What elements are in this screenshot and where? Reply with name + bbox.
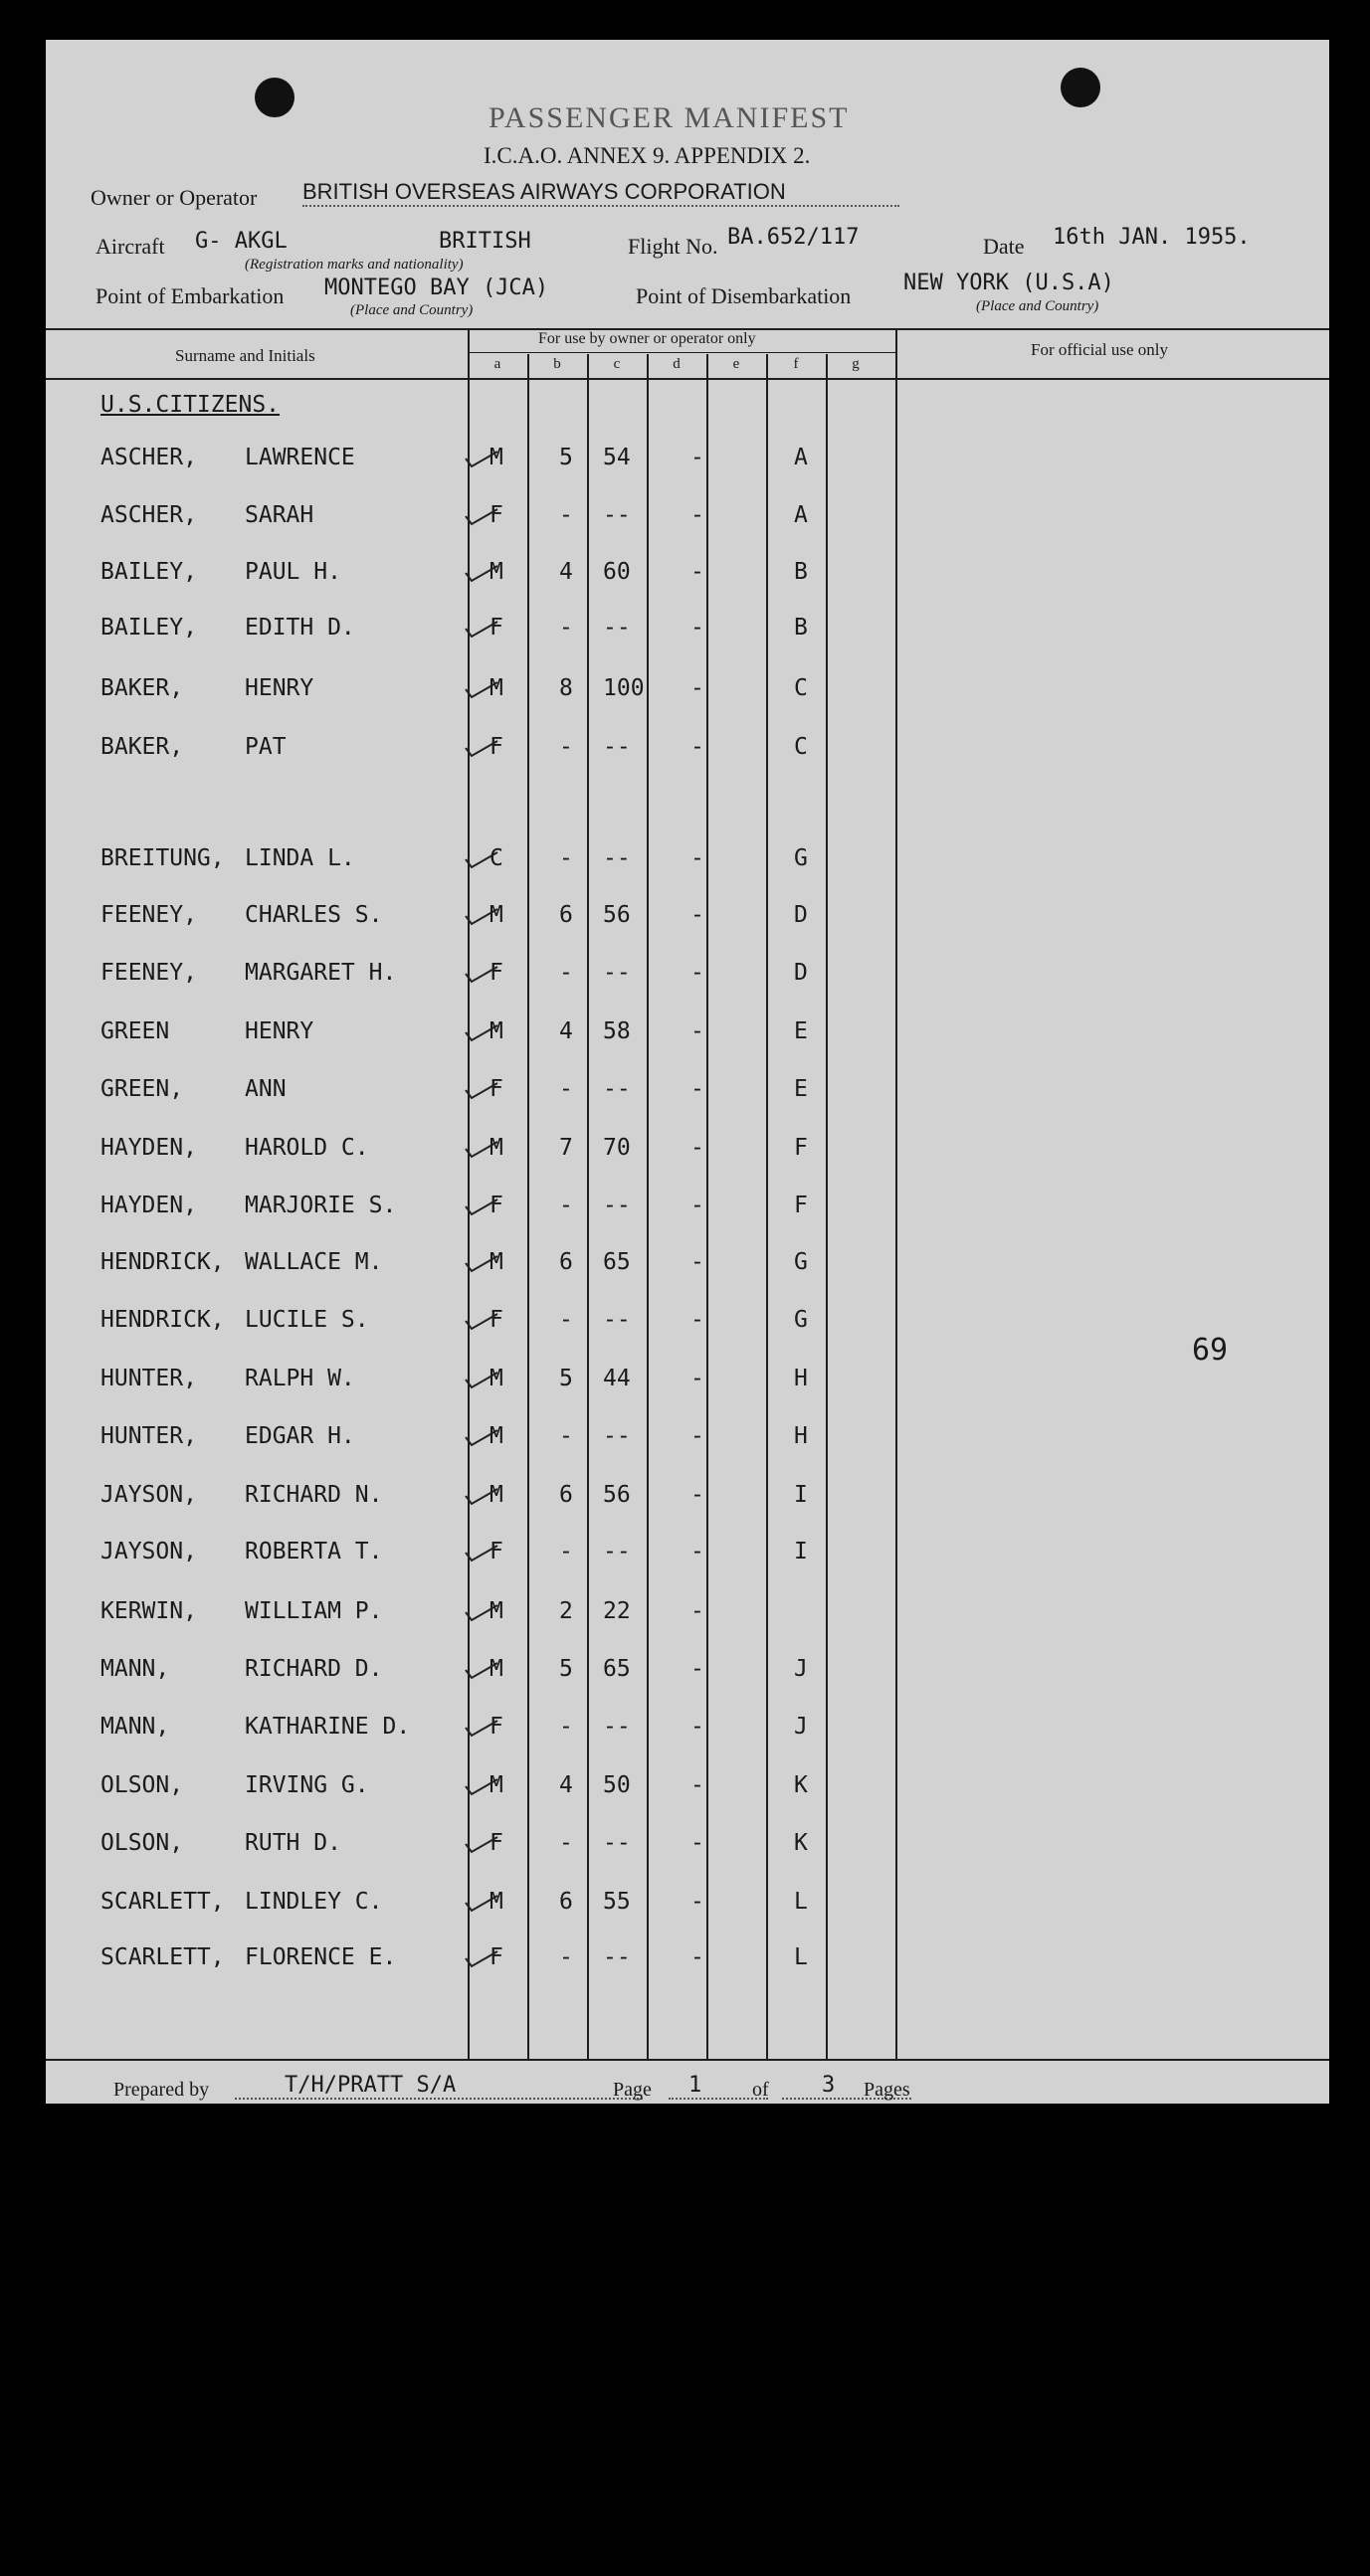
- cell-b: -: [559, 1193, 573, 1218]
- cell-a: F: [489, 1193, 503, 1218]
- table-row: [46, 1135, 1329, 1171]
- cell-given: ROBERTA T.: [245, 1539, 383, 1564]
- cell-b: -: [559, 1307, 573, 1333]
- official-note: 69: [1192, 1333, 1229, 1368]
- cell-f: A: [794, 502, 808, 528]
- cell-d: -: [690, 1076, 704, 1102]
- cell-d: -: [690, 1714, 704, 1740]
- cell-a: M: [489, 1135, 503, 1161]
- cell-f: A: [794, 445, 808, 470]
- aircraft-value: G- AKGL: [195, 229, 288, 254]
- cell-c: --: [603, 1193, 631, 1218]
- cell-given: PAT: [245, 734, 287, 760]
- column-header-d: d: [673, 356, 681, 372]
- cell-a: F: [489, 960, 503, 986]
- embarkation-value: MONTEGO BAY (JCA): [324, 276, 549, 300]
- disembarkation-label: Point of Disembarkation: [636, 283, 852, 308]
- cell-surname: JAYSON,: [100, 1482, 197, 1508]
- check-mark-icon: [464, 681, 499, 699]
- cell-a: F: [489, 1944, 503, 1970]
- cell-b: -: [559, 734, 573, 760]
- check-mark-icon: [464, 1545, 499, 1563]
- owner-label: Owner or Operator: [91, 185, 258, 210]
- cell-d: -: [690, 559, 704, 585]
- check-mark-icon: [464, 1720, 499, 1738]
- cell-c: --: [603, 845, 631, 871]
- cell-b: 5: [559, 1366, 573, 1391]
- cell-surname: OLSON,: [100, 1772, 184, 1798]
- cell-d: -: [690, 445, 704, 470]
- cell-b: 8: [559, 675, 573, 701]
- check-mark-icon: [464, 565, 499, 583]
- date-value: 16th JAN. 1955.: [1053, 225, 1251, 250]
- operator-header: For use by owner or operator only: [538, 330, 756, 347]
- cell-given: CHARLES S.: [245, 902, 383, 928]
- table-row: [46, 502, 1329, 538]
- check-mark-icon: [464, 508, 499, 526]
- table-row: [46, 445, 1329, 480]
- table-row: [46, 1598, 1329, 1634]
- cell-b: 6: [559, 1482, 573, 1508]
- table-row: [46, 1714, 1329, 1749]
- cell-surname: MANN,: [100, 1714, 170, 1740]
- section-title: U.S.CITIZENS.: [100, 392, 281, 418]
- cell-surname: HENDRICK,: [100, 1307, 225, 1333]
- cell-f: J: [794, 1656, 808, 1682]
- table-row: [46, 960, 1329, 996]
- cell-c: --: [603, 1307, 631, 1333]
- cell-c: 65: [603, 1656, 631, 1682]
- registration-note: (Registration marks and nationality): [245, 257, 464, 273]
- cell-b: 6: [559, 902, 573, 928]
- manifest-sheet: [46, 40, 1329, 2104]
- cell-f: G: [794, 845, 808, 871]
- cell-f: K: [794, 1772, 808, 1798]
- cell-d: -: [690, 502, 704, 528]
- table-row: [46, 902, 1329, 938]
- cell-f: C: [794, 675, 808, 701]
- cell-c: --: [603, 1714, 631, 1740]
- cell-a: M: [489, 559, 503, 585]
- cell-a: M: [489, 1772, 503, 1798]
- cell-given: RICHARD N.: [245, 1482, 383, 1508]
- cell-c: 55: [603, 1889, 631, 1915]
- cell-a: M: [489, 1249, 503, 1275]
- page-label: Page: [613, 2079, 652, 2101]
- cell-surname: SCARLETT,: [100, 1889, 225, 1915]
- page-total: 3: [782, 2073, 911, 2100]
- table-row: [46, 1249, 1329, 1285]
- cell-b: 6: [559, 1249, 573, 1275]
- check-mark-icon: [464, 740, 499, 758]
- check-mark-icon: [464, 966, 499, 984]
- cell-surname: SCARLETT,: [100, 1944, 225, 1970]
- cell-a: M: [489, 1423, 503, 1449]
- table-row: [46, 1656, 1329, 1692]
- cell-b: 6: [559, 1889, 573, 1915]
- cell-d: -: [690, 1366, 704, 1391]
- table-row: [46, 1076, 1329, 1112]
- cell-c: --: [603, 734, 631, 760]
- cell-surname: OLSON,: [100, 1830, 184, 1856]
- cell-a: M: [489, 1482, 503, 1508]
- cell-f: E: [794, 1018, 808, 1044]
- cell-a: M: [489, 445, 503, 470]
- cell-f: G: [794, 1307, 808, 1333]
- cell-surname: HAYDEN,: [100, 1135, 197, 1161]
- cell-a: F: [489, 502, 503, 528]
- cell-a: F: [489, 1830, 503, 1856]
- table-row: [46, 1830, 1329, 1866]
- pages-label: Pages: [864, 2079, 910, 2101]
- cell-b: 4: [559, 559, 573, 585]
- check-mark-icon: [464, 1313, 499, 1331]
- cell-surname: FEENEY,: [100, 902, 197, 928]
- cell-given: KATHARINE D.: [245, 1714, 411, 1740]
- punch-hole-right: [1061, 68, 1100, 107]
- cell-b: -: [559, 1076, 573, 1102]
- cell-b: 7: [559, 1135, 573, 1161]
- cell-surname: BAILEY,: [100, 559, 197, 585]
- cell-c: 50: [603, 1772, 631, 1798]
- cell-given: RUTH D.: [245, 1830, 341, 1856]
- table-row: [46, 1366, 1329, 1401]
- aircraft-label: Aircraft: [96, 234, 165, 259]
- check-mark-icon: [464, 1662, 499, 1680]
- cell-b: 4: [559, 1772, 573, 1798]
- cell-a: F: [489, 615, 503, 641]
- check-mark-icon: [464, 1198, 499, 1216]
- cell-a: F: [489, 734, 503, 760]
- page-number: 1: [669, 2073, 768, 2100]
- cell-f: F: [794, 1193, 808, 1218]
- cell-f: D: [794, 960, 808, 986]
- cell-d: -: [690, 1307, 704, 1333]
- cell-given: EDITH D.: [245, 615, 355, 641]
- table-row: [46, 1307, 1329, 1343]
- cell-given: LINDA L.: [245, 845, 355, 871]
- disembarkation-value: NEW YORK (U.S.A): [903, 271, 1114, 295]
- column-header-g: g: [852, 356, 860, 372]
- cell-c: 22: [603, 1598, 631, 1624]
- cell-given: MARJORIE S.: [245, 1193, 397, 1218]
- cell-c: --: [603, 1830, 631, 1856]
- cell-given: ANN: [245, 1076, 287, 1102]
- cell-f: C: [794, 734, 808, 760]
- cell-b: -: [559, 960, 573, 986]
- cell-d: -: [690, 1193, 704, 1218]
- check-mark-icon: [464, 1024, 499, 1042]
- check-mark-icon: [464, 1895, 499, 1913]
- table-row: [46, 1889, 1329, 1925]
- cell-given: LUCILE S.: [245, 1307, 369, 1333]
- cell-surname: GREEN,: [100, 1076, 184, 1102]
- cell-d: -: [690, 902, 704, 928]
- cell-c: 65: [603, 1249, 631, 1275]
- punch-hole-left: [255, 78, 294, 117]
- cell-f: H: [794, 1366, 808, 1391]
- operator-subheader-rule: [468, 352, 895, 353]
- disembarkation-note: (Place and Country): [976, 298, 1099, 314]
- cell-c: --: [603, 1423, 631, 1449]
- check-mark-icon: [464, 908, 499, 926]
- embarkation-note: (Place and Country): [350, 302, 474, 318]
- cell-d: -: [690, 615, 704, 641]
- cell-b: 2: [559, 1598, 573, 1624]
- cell-f: H: [794, 1423, 808, 1449]
- cell-c: 100: [603, 675, 645, 701]
- cell-b: -: [559, 502, 573, 528]
- cell-a: C: [489, 845, 503, 871]
- cell-surname: HENDRICK,: [100, 1249, 225, 1275]
- cell-f: B: [794, 615, 808, 641]
- table-row: [46, 1423, 1329, 1459]
- cell-d: -: [690, 1135, 704, 1161]
- cell-surname: JAYSON,: [100, 1539, 197, 1564]
- check-mark-icon: [464, 1372, 499, 1389]
- cell-b: 5: [559, 445, 573, 470]
- manifest-title: PASSENGER MANIFEST: [489, 101, 850, 134]
- cell-d: -: [690, 960, 704, 986]
- manifest-subtitle: I.C.A.O. ANNEX 9. APPENDIX 2.: [484, 143, 811, 168]
- check-mark-icon: [464, 1950, 499, 1968]
- cell-c: --: [603, 1944, 631, 1970]
- cell-d: -: [690, 1944, 704, 1970]
- table-row: [46, 734, 1329, 770]
- cell-f: I: [794, 1539, 808, 1564]
- cell-surname: ASCHER,: [100, 445, 197, 470]
- check-mark-icon: [464, 1778, 499, 1796]
- cell-f: L: [794, 1944, 808, 1970]
- cell-given: IRVING G.: [245, 1772, 369, 1798]
- check-mark-icon: [464, 1836, 499, 1854]
- cell-given: RALPH W.: [245, 1366, 355, 1391]
- table-bottom-rule: [46, 2059, 1329, 2061]
- cell-a: M: [489, 675, 503, 701]
- table-row: [46, 559, 1329, 595]
- prepared-value: T/H/PRATT S/A: [235, 2073, 643, 2100]
- cell-surname: HUNTER,: [100, 1366, 197, 1391]
- cell-b: 4: [559, 1018, 573, 1044]
- embarkation-label: Point of Embarkation: [96, 283, 285, 308]
- cell-given: EDGAR H.: [245, 1423, 355, 1449]
- check-mark-icon: [464, 1488, 499, 1506]
- cell-d: -: [690, 1018, 704, 1044]
- cell-given: LAWRENCE: [245, 445, 355, 470]
- cell-surname: BAKER,: [100, 734, 184, 760]
- cell-c: --: [603, 615, 631, 641]
- cell-surname: HUNTER,: [100, 1423, 197, 1449]
- cell-given: RICHARD D.: [245, 1656, 383, 1682]
- cell-given: PAUL H.: [245, 559, 341, 585]
- cell-c: 56: [603, 902, 631, 928]
- cell-c: --: [603, 960, 631, 986]
- cell-d: -: [690, 1539, 704, 1564]
- cell-surname: FEENEY,: [100, 960, 197, 986]
- cell-given: WILLIAM P.: [245, 1598, 383, 1624]
- check-mark-icon: [464, 451, 499, 468]
- cell-d: -: [690, 1482, 704, 1508]
- check-mark-icon: [464, 1604, 499, 1622]
- table-row: [46, 1482, 1329, 1518]
- cell-d: -: [690, 1830, 704, 1856]
- cell-c: 44: [603, 1366, 631, 1391]
- column-header-a: a: [493, 356, 501, 372]
- cell-c: 60: [603, 559, 631, 585]
- cell-a: F: [489, 1076, 503, 1102]
- check-mark-icon: [464, 851, 499, 869]
- cell-b: -: [559, 1423, 573, 1449]
- cell-d: -: [690, 1249, 704, 1275]
- cell-a: F: [489, 1307, 503, 1333]
- cell-c: 54: [603, 445, 631, 470]
- cell-d: -: [690, 675, 704, 701]
- cell-c: --: [603, 502, 631, 528]
- cell-given: SARAH: [245, 502, 314, 528]
- cell-f: E: [794, 1076, 808, 1102]
- cell-d: -: [690, 1889, 704, 1915]
- cell-surname: MANN,: [100, 1656, 170, 1682]
- check-mark-icon: [464, 1141, 499, 1159]
- table-row: [46, 615, 1329, 650]
- cell-surname: HAYDEN,: [100, 1193, 197, 1218]
- cell-surname: BREITUNG,: [100, 845, 225, 871]
- cell-f: F: [794, 1135, 808, 1161]
- cell-c: 56: [603, 1482, 631, 1508]
- table-header-rule: [46, 378, 1329, 380]
- cell-given: HENRY: [245, 675, 314, 701]
- flight-label: Flight No.: [628, 234, 718, 259]
- cell-b: 5: [559, 1656, 573, 1682]
- column-header-c: c: [613, 356, 621, 372]
- cell-given: MARGARET H.: [245, 960, 397, 986]
- cell-surname: BAKER,: [100, 675, 184, 701]
- cell-given: HAROLD C.: [245, 1135, 369, 1161]
- table-row: [46, 1193, 1329, 1228]
- cell-c: --: [603, 1076, 631, 1102]
- column-header-e: e: [732, 356, 740, 372]
- cell-a: M: [489, 1366, 503, 1391]
- table-row: [46, 845, 1329, 881]
- cell-b: -: [559, 1944, 573, 1970]
- cell-surname: KERWIN,: [100, 1598, 197, 1624]
- cell-surname: BAILEY,: [100, 615, 197, 641]
- cell-d: -: [690, 1656, 704, 1682]
- check-mark-icon: [464, 1429, 499, 1447]
- cell-c: 58: [603, 1018, 631, 1044]
- cell-a: F: [489, 1714, 503, 1740]
- of-label: of: [752, 2079, 769, 2101]
- cell-b: -: [559, 1539, 573, 1564]
- cell-f: L: [794, 1889, 808, 1915]
- cell-b: -: [559, 845, 573, 871]
- cell-b: -: [559, 1830, 573, 1856]
- cell-b: -: [559, 1714, 573, 1740]
- table-row: [46, 1539, 1329, 1574]
- table-row: [46, 1944, 1329, 1980]
- cell-d: -: [690, 845, 704, 871]
- cell-a: M: [489, 1656, 503, 1682]
- check-mark-icon: [464, 621, 499, 639]
- cell-given: WALLACE M.: [245, 1249, 383, 1275]
- cell-a: M: [489, 1598, 503, 1624]
- column-header-f: f: [793, 356, 799, 372]
- cell-f: K: [794, 1830, 808, 1856]
- official-header: For official use only: [1031, 340, 1169, 359]
- cell-given: LINDLEY C.: [245, 1889, 383, 1915]
- cell-surname: ASCHER,: [100, 502, 197, 528]
- flight-value: BA.652/117: [727, 225, 860, 250]
- date-label: Date: [983, 234, 1025, 259]
- table-row: [46, 1772, 1329, 1808]
- column-header-b: b: [553, 356, 561, 372]
- cell-c: 70: [603, 1135, 631, 1161]
- cell-a: M: [489, 1018, 503, 1044]
- table-row: [46, 675, 1329, 711]
- cell-f: D: [794, 902, 808, 928]
- prepared-label: Prepared by: [113, 2079, 210, 2101]
- cell-d: -: [690, 1423, 704, 1449]
- cell-a: M: [489, 1889, 503, 1915]
- cell-a: M: [489, 902, 503, 928]
- check-mark-icon: [464, 1082, 499, 1100]
- surname-header: Surname and Initials: [175, 346, 315, 365]
- cell-b: -: [559, 615, 573, 641]
- cell-f: B: [794, 559, 808, 585]
- cell-c: --: [603, 1539, 631, 1564]
- cell-f: I: [794, 1482, 808, 1508]
- cell-f: J: [794, 1714, 808, 1740]
- cell-a: F: [489, 1539, 503, 1564]
- check-mark-icon: [464, 1255, 499, 1273]
- cell-f: G: [794, 1249, 808, 1275]
- owner-value: BRITISH OVERSEAS AIRWAYS CORPORATION: [302, 179, 899, 207]
- cell-given: HENRY: [245, 1018, 314, 1044]
- cell-d: -: [690, 1598, 704, 1624]
- cell-surname: GREEN: [100, 1018, 170, 1044]
- cell-given: FLORENCE E.: [245, 1944, 397, 1970]
- table-row: [46, 1018, 1329, 1054]
- cell-d: -: [690, 734, 704, 760]
- nationality-value: BRITISH: [439, 229, 531, 254]
- cell-d: -: [690, 1772, 704, 1798]
